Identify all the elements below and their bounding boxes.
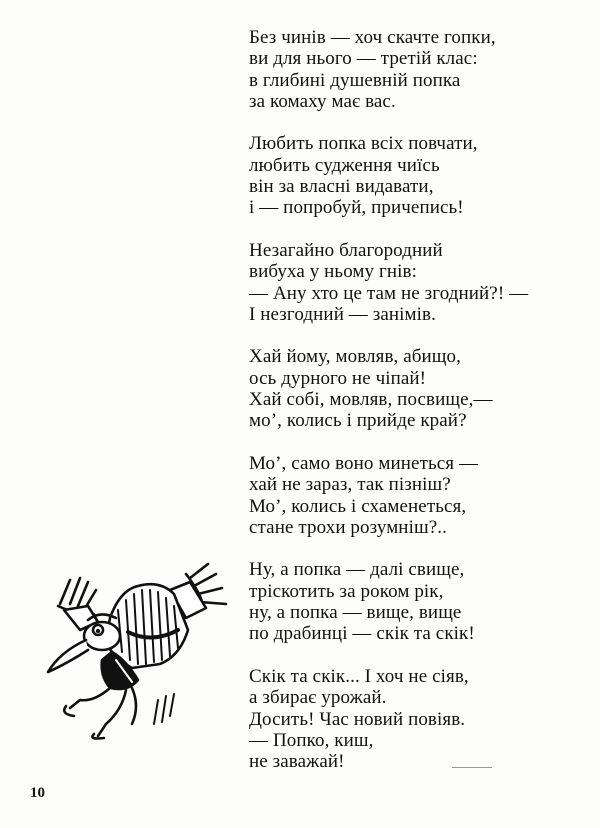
- poem-line: вибуха у ньому гнів:: [249, 261, 417, 283]
- poem-line: Хай йому, мовляв, абищо,: [249, 346, 461, 368]
- poem-line: — Попко, киш,: [249, 729, 374, 751]
- stanza: [249, 666, 594, 772]
- poem-line: Ну, а попка — далі свище,: [249, 559, 465, 581]
- poem: [249, 27, 594, 794]
- poem-line: ось дурного не чіпай!: [249, 367, 427, 389]
- poem-line: ну, а попка — вище, вище: [249, 602, 462, 624]
- poem-line: він за власні видавати,: [249, 176, 434, 198]
- poem-line: Любить попка всіх повчати,: [249, 133, 478, 155]
- stanza: [249, 133, 594, 218]
- poem-line: і — попробуй, причепись!: [249, 197, 464, 219]
- poem-line: любить судження чиїсь: [249, 154, 440, 176]
- poem-line: Скік та скік... І хоч не сіяв,: [249, 665, 469, 687]
- stanza: [249, 453, 594, 538]
- parrot-man-caricature-icon: [40, 560, 240, 740]
- stanza: [249, 240, 594, 325]
- poem-line: Мо’, колись і схаменеться,: [249, 495, 467, 517]
- poem-line: мо’, колись і прийде край?: [249, 410, 467, 432]
- poem-line: Досить! Час новий повіяв.: [249, 708, 466, 730]
- poem-line: а збирає урожай.: [249, 687, 387, 709]
- poem-line: Мо’, само воно минеться —: [249, 452, 479, 474]
- poem-line: в глибині душевній попка: [249, 69, 461, 91]
- poem-line: стане трохи розумніш?..: [249, 516, 447, 538]
- poem-line: І незгодний — занімів.: [249, 303, 436, 325]
- stanza: [249, 346, 594, 431]
- poem-line: не заважай!: [249, 751, 345, 773]
- poem-line: — Ану хто це там не згодний?! —: [249, 282, 529, 304]
- stanza: [249, 559, 594, 644]
- poem-line: ви для нього — третій клас:: [249, 48, 478, 70]
- end-rule: [452, 767, 492, 768]
- poem-line: Без чинів — хоч скачте гопки,: [249, 27, 496, 48]
- page-number: 10: [30, 785, 45, 801]
- poem-line: Незагайно благородний: [249, 239, 443, 261]
- poem-line: Хай собі, мовляв, посвище,—: [249, 389, 493, 411]
- poem-line: тріскотить за роком рік,: [249, 580, 444, 602]
- stanza: [249, 27, 594, 112]
- poem-line: хай не зараз, так пізніш?: [249, 474, 451, 496]
- poem-line: за комаху має вас.: [249, 90, 396, 112]
- poem-line: по драбинці — скік та скік!: [249, 623, 475, 645]
